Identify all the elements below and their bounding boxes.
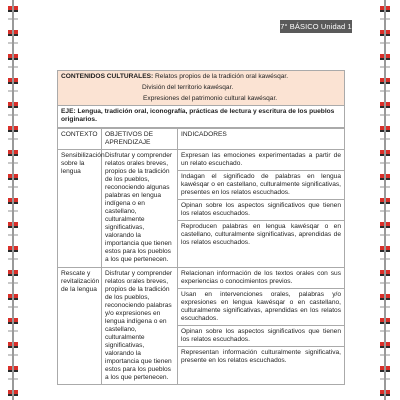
eje-box: EJE: Lengua, tradición oral, iconografía, prácticas de lectura y escritura de los pueblos originarios. xyxy=(57,106,345,128)
objectives-table xyxy=(57,128,345,385)
table-header-row xyxy=(58,129,345,150)
contenido-item-3: Expresiones del patrimonio cultural kawésqar. xyxy=(143,95,278,102)
indicador-item: Opinan sobre los aspectos significativos que tienen los relatos escuchados. xyxy=(178,200,344,221)
contenido-item-2: División del territorio kawésqar. xyxy=(142,84,234,91)
indicador-item: Reproducen palabras en lengua kawésqar o en castellano, culturalmente significativas, aprendidas de los relatos escuchados. xyxy=(181,223,341,247)
indicador-item: Relacionan información de los textos orales con sus experiencias o conocimientos previos. xyxy=(178,268,344,289)
unit-badge: 7° BÁSICO Unidad 1 xyxy=(280,22,352,31)
decorative-left-border xyxy=(8,0,18,400)
indicador-item: Indagan el significado de palabras en lengua kawésqar o en castellano, culturalmente significativas, presentes en los relatos escuchados. xyxy=(178,171,344,200)
contenido-item-1: Relatos propios de la tradición oral kawésqar. xyxy=(155,73,289,80)
header-contexto: CONTEXTO xyxy=(58,129,102,150)
indicador-item: Expresan las emociones experimentadas a partir de un relato escuchado. xyxy=(178,150,344,171)
indicadores-cell xyxy=(178,150,345,267)
contexto-cell: Sensibilización sobre la lengua xyxy=(58,150,102,267)
contenidos-label: CONTENIDOS CULTURALES: xyxy=(61,73,154,80)
indicador-item: Representan información culturalmente significativa, presente en los relatos escuchados. xyxy=(181,348,341,364)
contexto-cell: Rescate y revitalización de la lengua xyxy=(58,267,102,384)
header-indicadores: INDICADORES xyxy=(178,129,345,150)
contenidos-culturales-box xyxy=(57,70,345,106)
document-body xyxy=(57,70,345,385)
header-objetivos: OBJETIVOS DE APRENDIZAJE xyxy=(102,129,178,150)
decorative-right-border xyxy=(380,0,390,400)
indicador-item: Usan en intervenciones orales, palabras y/o expresiones en lengua kawésqar o en castellano, culturalmente significativas, aprendidas en los relatos escuchados. xyxy=(178,289,344,326)
table-row xyxy=(58,267,345,384)
objetivo-cell: Disfrutar y comprender relatos orales breves, propios de la tradición de los pueblos, reconociendo algunas palabras en lengua indígena o en castellano, culturalmente significativas, valorando la importancia que tienen estos para los pueblos a los que pertenecen. xyxy=(102,150,178,267)
indicadores-cell xyxy=(178,267,345,384)
table-row xyxy=(58,150,345,267)
indicador-item: Opinan sobre los aspectos significativos que tienen los relatos escuchados. xyxy=(178,326,344,347)
objetivo-cell: Disfrutar y comprender relatos orales breves, propios de la tradición de los pueblos, reconociendo palabras y/o expresiones en lengua indígena o en castellano, culturalmente significativas, valorando la importancia que tienen estos para los pueblos a los que pertenecen. xyxy=(102,267,178,384)
